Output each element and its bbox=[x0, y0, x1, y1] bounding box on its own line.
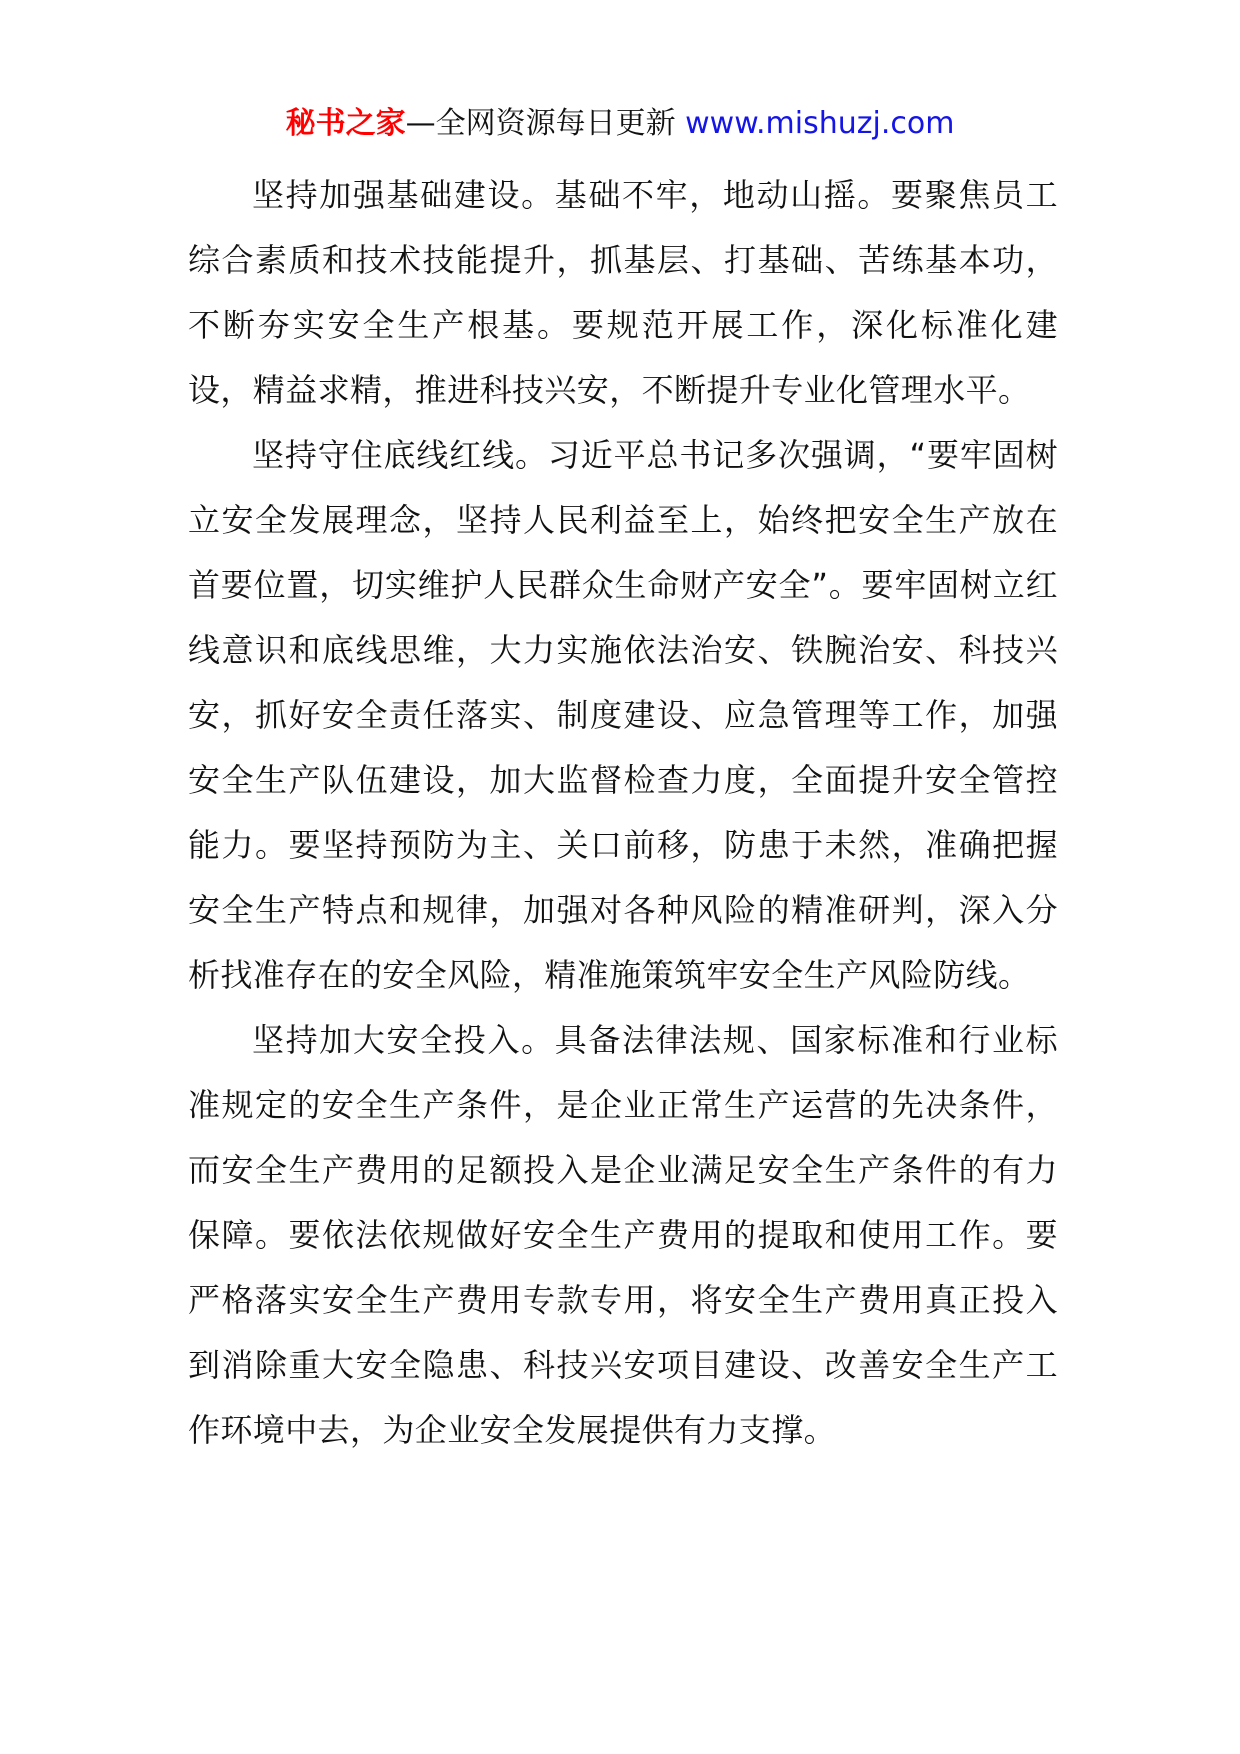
document-body bbox=[188, 163, 1058, 1463]
paragraph-basic-construction: 坚持加强基础建设。基础不牢，地动山摇。要聚焦员工综合素质和技术技能提升，抓基层、打基础、苦练基本功，不断夯实安全生产根基。要规范开展工作，深化标准化建设，精益求精，推进科技兴安，不断提升专业化管理水平。 bbox=[188, 176, 1058, 409]
site-url-link[interactable]: www.mishuzj.com bbox=[685, 106, 955, 141]
paragraph-safety-investment: 坚持加大安全投入。具备法律法规、国家标准和行业标准规定的安全生产条件，是企业正常生产运营的先决条件，而安全生产费用的足额投入是企业满足安全生产条件的有力保障。要依法依规做好安全生产费用的提取和使用工作。要严格落实安全生产费用专款专用，将安全生产费用真正投入到消除重大安全隐患、科技兴安项目建设、改善安全生产工作环境中去，为企业安全发展提供有力支撑。 bbox=[188, 1021, 1058, 1449]
site-header bbox=[0, 100, 1240, 148]
paragraph-bottom-line: 坚持守住底线红线。习近平总书记多次强调，“要牢固树立安全发展理念，坚持人民利益至上，始终把安全生产放在首要位置，切实维护人民群众生命财产安全”。要牢固树立红线意识和底线思维，大力实施依法治安、铁腕治安、科技兴安，抓好安全责任落实、制度建设、应急管理等工作，加强安全生产队伍建设，加大监督检查力度，全面提升安全管控能力。要坚持预防为主、关口前移，防患于未然，准确把握安全生产特点和规律，加强对各种风险的精准研判，深入分析找准存在的安全风险，精准施策筑牢安全生产风险防线。 bbox=[188, 436, 1058, 994]
header-tagline: —全网资源每日更新 bbox=[405, 106, 686, 141]
brand-name: 秘书之家 bbox=[285, 106, 406, 141]
